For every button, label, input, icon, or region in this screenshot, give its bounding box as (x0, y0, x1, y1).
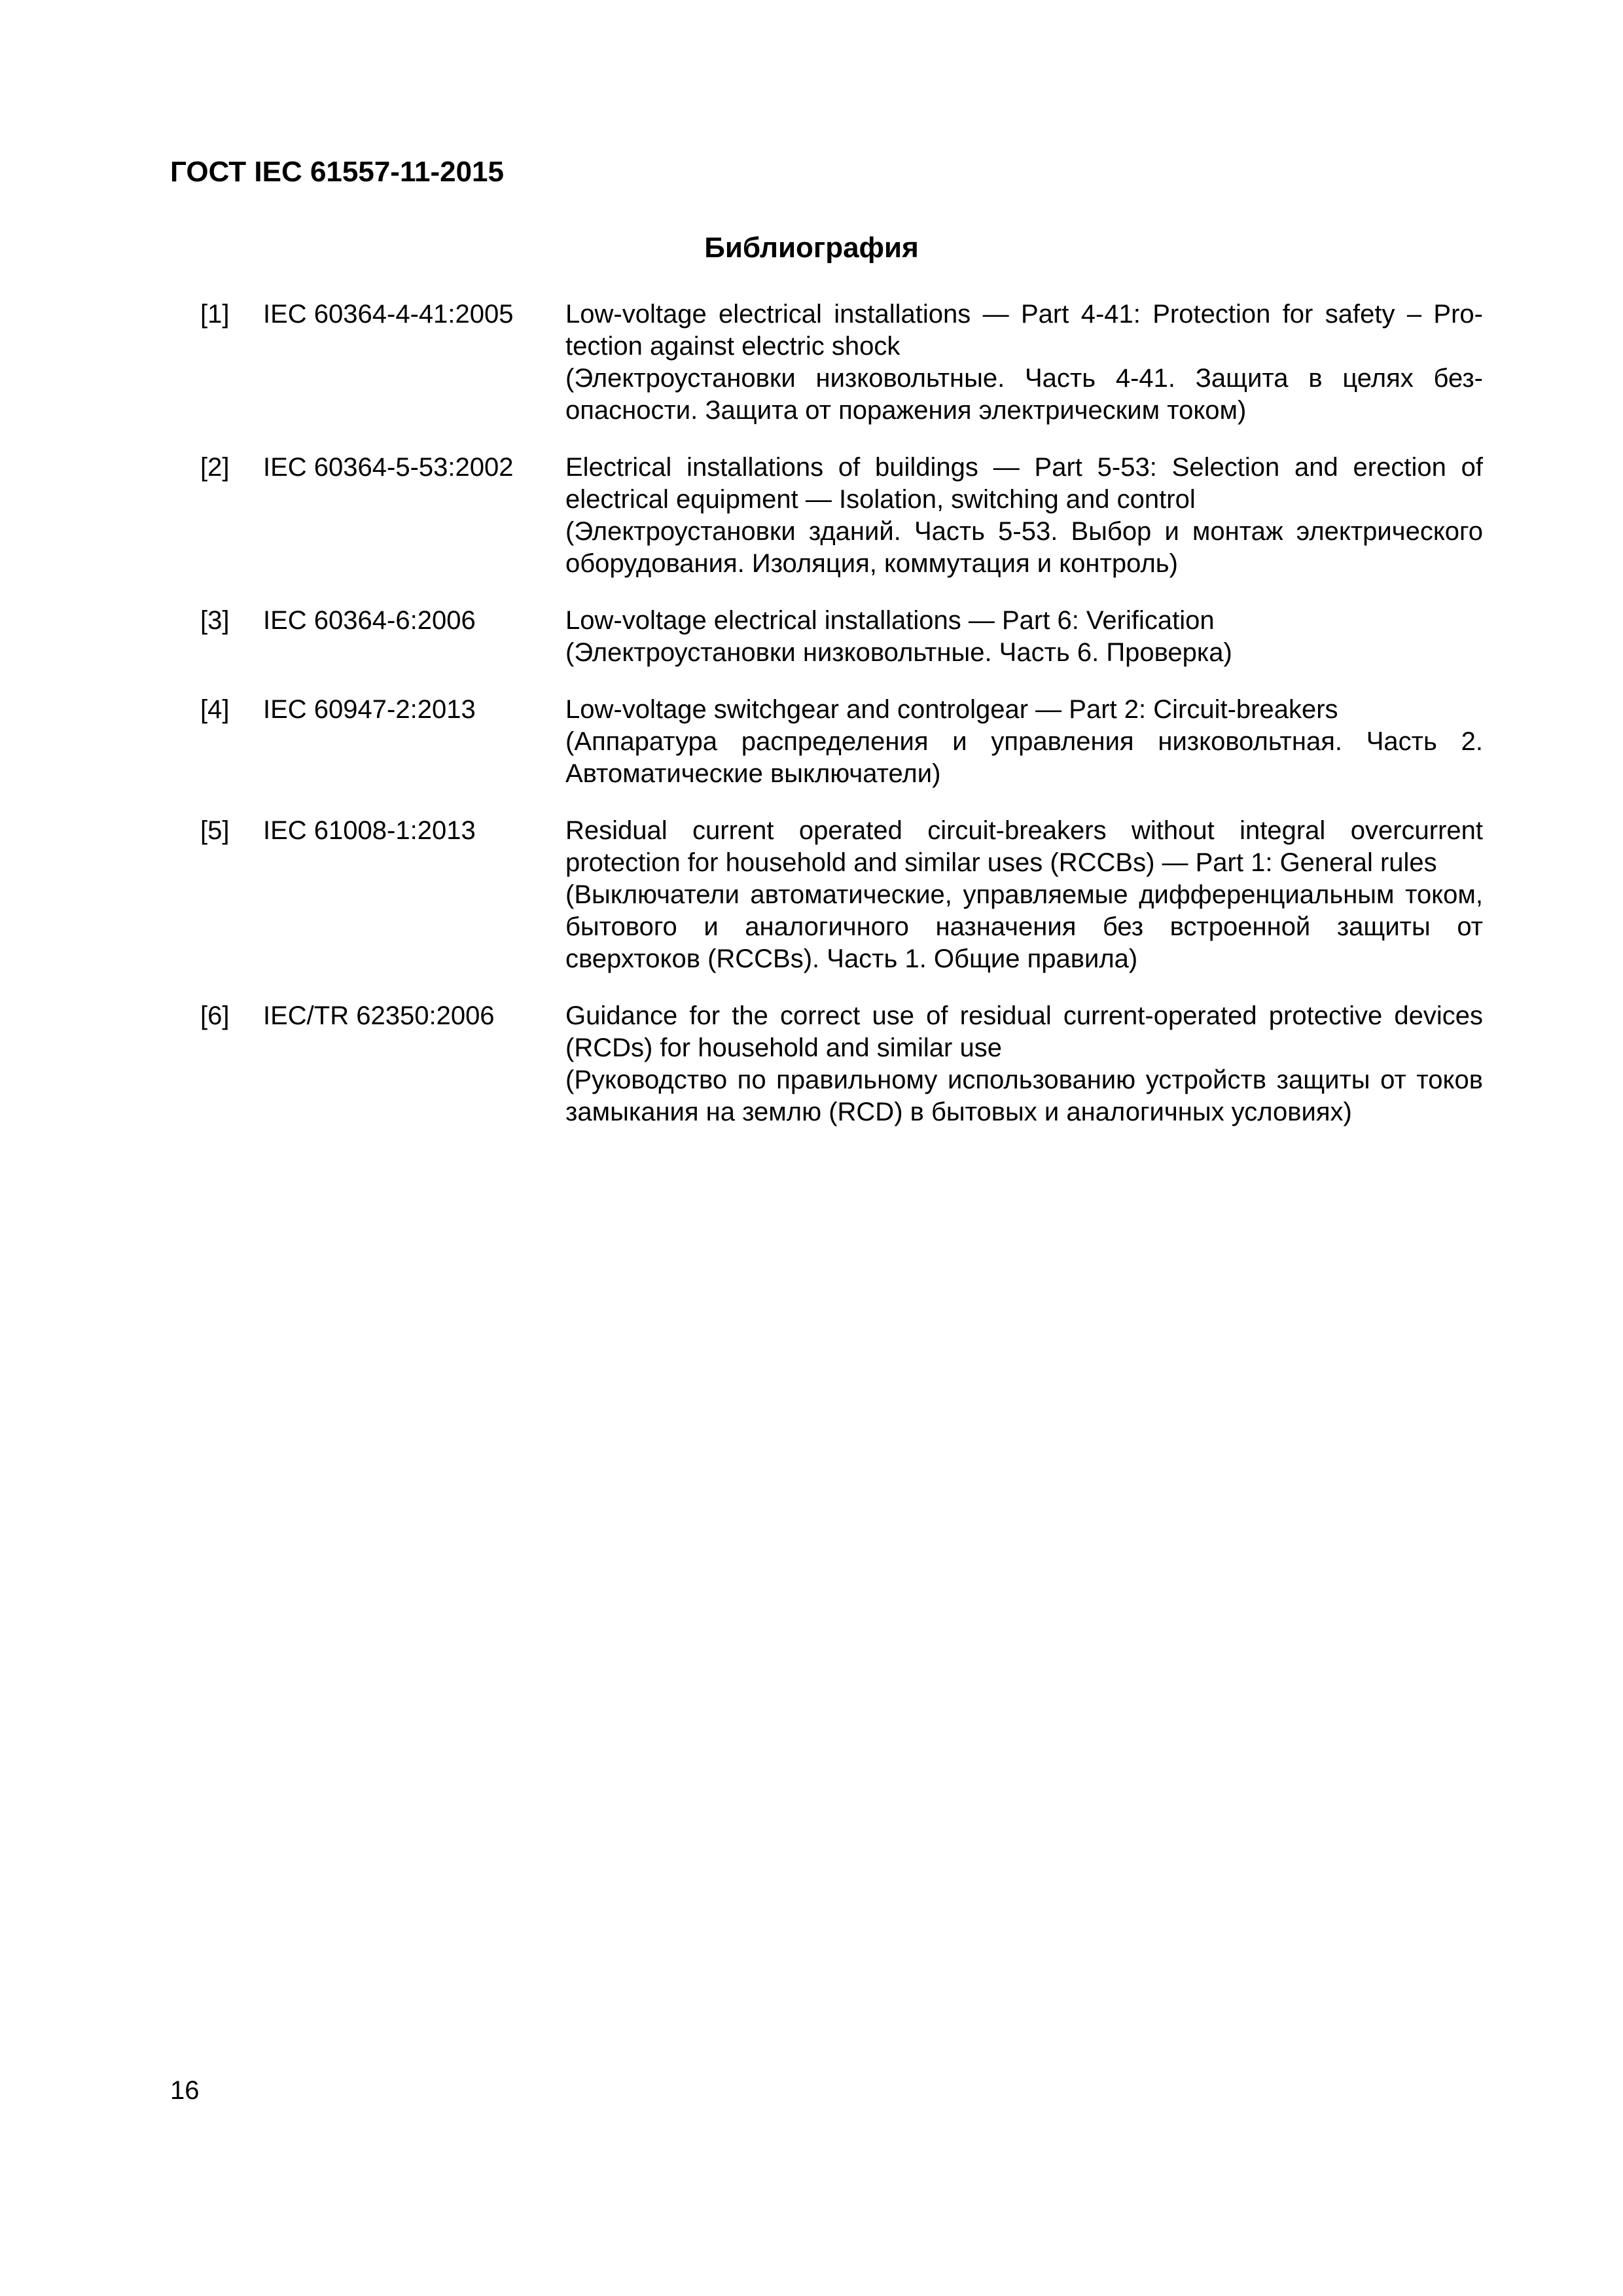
entry-description (565, 605, 1483, 669)
english-title: Guidance for the correct use of residual current-operated protective devices (RCDs) for household and similar use (565, 1001, 1483, 1062)
entry-number: [5] (200, 816, 230, 845)
entry-description (565, 694, 1483, 790)
english-title: Low-voltage switchgear and controlgear — Part 2: Circuit-breakers (565, 695, 1338, 724)
standard-code: IEC 60364-6:2006 (263, 606, 476, 635)
standard-code: IEC 60364-5-53:2002 (263, 453, 514, 482)
bibliography-entry (200, 605, 1483, 669)
entry-description (565, 1000, 1483, 1128)
document-code: ГОСТ IEC 61557-11-2015 (170, 156, 504, 188)
standard-code: IEC 60947-2:2013 (263, 695, 476, 724)
page-number: 16 (170, 2076, 200, 2105)
russian-title: (Выключатели автоматические, управляемые дифференциальным током, бытового и аналогичного назначения без встроенной защиты от сверхтоков (RCCBs). Часть 1. Общие правила) (565, 880, 1483, 973)
entry-number: [4] (200, 695, 230, 724)
english-title: Electrical installations of buildings — Part 5-53: Selection and erection of electrical equipment — Isolation, switching and control (565, 453, 1483, 514)
russian-title: (Электроустановки низковольтные. Часть 4-41. Защита в целях безопасности. Защита от поражения электрическим током) (565, 364, 1483, 425)
entry-description (565, 298, 1483, 427)
russian-title: (Руководство по правильному использованию устройств защиты от токов замыкания на землю (RCD) в бытовых и аналогичных условиях) (565, 1066, 1483, 1126)
entry-description (565, 452, 1483, 580)
russian-title: (Аппаратура распределения и управления низковольтная. Часть 2. Автоматические выключатели) (565, 727, 1483, 788)
entry-number: [6] (200, 1001, 230, 1030)
bibliography-entry (200, 694, 1483, 790)
russian-title: (Электроустановки зданий. Часть 5-53. Выбор и монтаж электрического оборудования. Изоляция, коммутация и контроль) (565, 517, 1483, 578)
english-title: Low-voltage electrical installations — Part 4-41: Protection for safety – Protection against electric shock (565, 300, 1483, 361)
bibliography-entry (200, 452, 1483, 580)
russian-title: (Электроустановки низковольтные. Часть 6. Проверка) (565, 638, 1232, 667)
english-title: Residual current operated circuit-breakers without integral overcurrent protection for household and similar uses (RCCBs) — Part 1: General rules (565, 816, 1483, 877)
page-title: Библиография (704, 232, 919, 264)
bibliography-entry (200, 815, 1483, 975)
bibliography-list (200, 298, 1483, 1153)
bibliography-entry (200, 1000, 1483, 1128)
standard-code: IEC/TR 62350:2006 (263, 1001, 495, 1030)
bibliography-entry (200, 298, 1483, 427)
entry-number: [3] (200, 606, 230, 635)
standard-code: IEC 61008-1:2013 (263, 816, 476, 845)
standard-code: IEC 60364-4-41:2005 (263, 300, 514, 329)
entry-description (565, 815, 1483, 975)
entry-number: [1] (200, 300, 230, 329)
entry-number: [2] (200, 453, 230, 482)
english-title: Low-voltage electrical installations — Part 6: Verification (565, 606, 1215, 635)
